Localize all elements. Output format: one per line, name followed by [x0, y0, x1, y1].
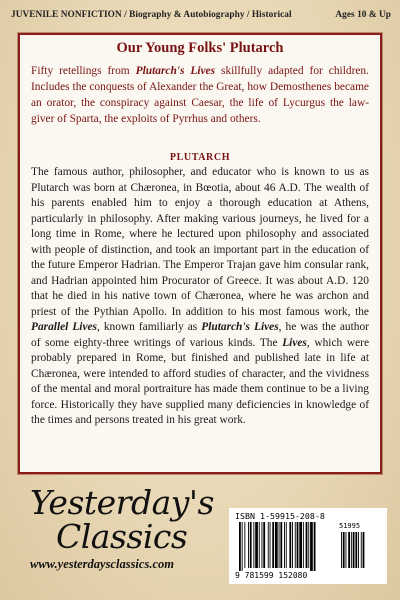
bio-emphasis-1: Parallel Lives [31, 321, 97, 333]
author-heading: PLUTARCH [169, 152, 231, 163]
bio-emphasis-2: Plutarch's Lives [201, 321, 279, 333]
bio-text-2: , known familiarly as [97, 321, 202, 333]
publisher-logo [30, 483, 214, 556]
blurb-text-pre: Fifty retellings from [31, 65, 136, 77]
ean-first-digit: 9 [235, 571, 240, 580]
bio-emphasis-3: Lives [282, 336, 307, 349]
age-label: Ages 10 & Up [335, 10, 391, 20]
logo-line-1: Yesterday's [30, 483, 214, 522]
blurb-emphasis: Plutarch's Lives [135, 65, 216, 77]
publisher-website: www.yesterdaysclassics.com [30, 557, 174, 571]
author-bio [31, 165, 369, 429]
isbn-label: ISBN 1-59915-208-8 [235, 511, 325, 521]
ean-left-group: 781599 [244, 571, 274, 580]
logo-line-2: Classics [56, 517, 188, 556]
description-panel [18, 33, 382, 474]
category-label: JUVENILE NONFICTION / Biography & Autobiography / Historical [11, 10, 292, 20]
book-blurb [31, 64, 369, 128]
book-title: Our Young Folks' Plutarch [116, 40, 284, 56]
barcode [229, 508, 387, 584]
ean-digits [235, 571, 307, 580]
header-bar [11, 10, 391, 20]
bio-text-4: , which were probably prepared in Rome, but finished and published late in life at Chæronea, were intended to afford studies of character, and the vividness of the mental and moral portraiture has made them continue to be a living force. Historically they have supplied many deficiencies in knowledge of the times and persons treated in his great work. [31, 336, 370, 426]
price-code: 51995 [339, 522, 361, 530]
ean-right-group: 152080 [278, 571, 308, 580]
blurb-text-post: skillfully adapted for children. Includes the conquests of Alexander the Great, how Demosthenes became an orator, the conspiracy against Caesar, the life of Lycurgus the law-giver of Sparta, the exploits of Pyrrhus and others. [31, 65, 369, 125]
bio-text-3: , he was the author of some eighty-three writings of various kinds. The [31, 321, 369, 349]
bio-text-1: The famous author, philosopher, and educator who is known to us as Plutarch was born at Chæronea, in Bœotia, about 46 A.D. The wealth of his parents enabled him to enjoy a thorough education at Athens, particularly in philosophy. After making various journeys, he lived for a long time in Rome, where he lectured upon philosophy and associated with people of distinction, and took an important part in the education of the future Emperor Hadrian. The Emperor Trajan gave him consular rank, and Hadrian appointed him Procurator of Greece. It was about A.D. 120 that he died in his native town of Chæronea, where he was archon and priest of the Pythian Apollo. In addition to his most famous work, the [31, 166, 369, 318]
